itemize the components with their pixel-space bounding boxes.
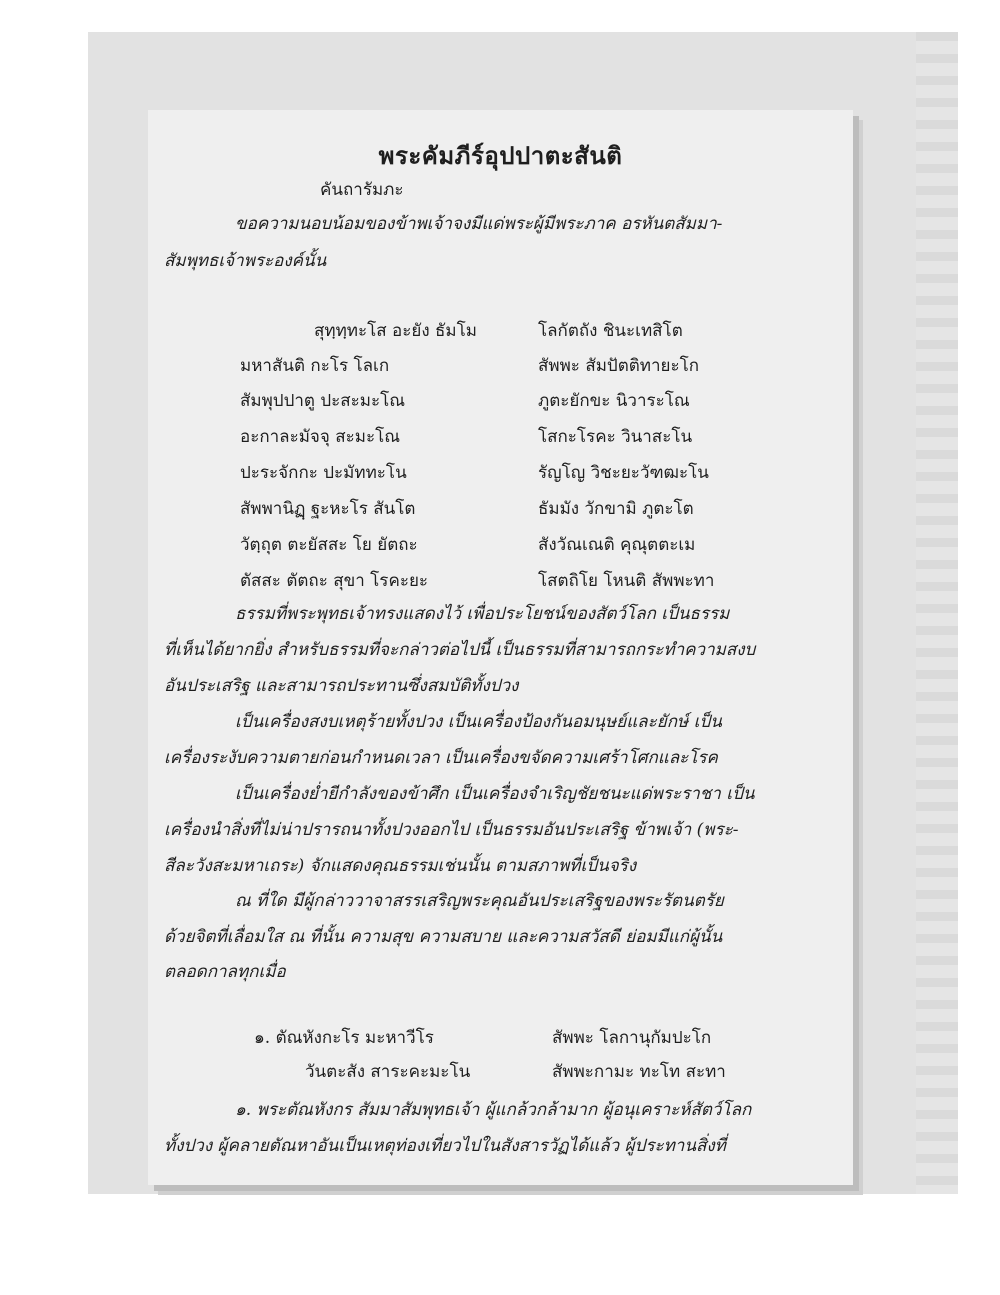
para4-line-3: ตลอดกาลทุกเมื่อ (164, 962, 286, 982)
verse-right-2: สัพพะ สัมปัตติทายะโก (538, 356, 700, 376)
para5-line-2: ทั้งปวง ผู้คลายตัณหาอันเป็นเหตุท่องเที่ยวไปในสังสารวัฏได้แล้ว ผู้ประทานสิ่งที่ (164, 1136, 726, 1156)
para1-line-3: อันประเสริฐ และสามารถประทานซึ่งสมบัติทั้งปวง (164, 676, 519, 696)
verse2-left-2: วันตะสัง สาระคะมะโน (305, 1062, 471, 1082)
verse-right-1: โลกัตถัง ชินะเทสิโต (538, 321, 683, 341)
verse-right-4: โสกะโรคะ วินาสะโน (538, 427, 693, 447)
verse-left-6: สัพพานิฏฺ ฐะหะโร สันโต (240, 499, 416, 519)
verse-left-2: มหาสันติ กะโร โลเก (240, 356, 390, 376)
para1-line-1: ธรรมที่พระพุทธเจ้าทรงแสดงไว้ เพื่อประโยชน์ของสัตว์โลก เป็นธรรม (235, 604, 730, 624)
verse-left-1: สุทฺทฺทะโส อะยัง ธัมโม (314, 321, 477, 341)
verse-right-7: สังวัณเณติ คุณุตตะเม (538, 535, 696, 555)
verse-left-3: สัมพุปปาตู ปะสะมะโณ (240, 391, 406, 411)
para2-line-1: เป็นเครื่องสงบเหตุร้ายทั้งปวง เป็นเครื่องป้องกันอมนุษย์และยักษ์ เป็น (235, 712, 722, 732)
page-title: พระคัมภีร์อุปปาตะสันติ (378, 141, 623, 170)
section-subtitle: คันถารัมภะ (320, 180, 404, 200)
para3-line-2: เครื่องนำสิ่งที่ไม่น่าปรารถนาทั้งปวงออกไป เป็นธรรมอันประเสริฐ ข้าพเจ้า (พระ- (164, 820, 739, 840)
verse-left-4: อะกาละมัจจุ สะมะโณ (240, 427, 401, 447)
para3-line-3: สีละวังสะมหาเถระ) จักแสดงคุณธรรมเช่นนั้น ตามสภาพที่เป็นจริง (164, 856, 637, 876)
verse-right-6: ธัมมัง วักขามิ ภูตะโต (538, 499, 694, 519)
para2-line-2: เครื่องระงับความตายก่อนกำหนดเวลา เป็นเครื่องขจัดความเศร้าโศกและโรค (164, 748, 718, 768)
para4-line-1: ณ ที่ใด มีผู้กล่าววาจาสรรเสริญพระคุณอันประเสริฐของพระรัตนตรัย (235, 891, 724, 911)
verse-right-5: รัญโญ วิชะยะวัฑฒะโน (538, 463, 709, 483)
verse-left-7: วัตฺถุต ตะยัสสะ โย ยัตถะ (240, 535, 418, 555)
facing-page-edge (916, 32, 958, 1194)
intro-line-1: ขอความนอบน้อมของข้าพเจ้าจงมีแด่พระผู้มีพระภาค อรหันตสัมมา- (235, 214, 723, 234)
verse-left-5: ปะระจักกะ ปะมัททะโน (240, 463, 407, 483)
verse2-right-1: สัพพะ โลกานุกัมปะโก (552, 1028, 712, 1048)
verse2-right-2: สัพพะกามะ ทะโท สะทา (552, 1062, 726, 1082)
book-page (148, 110, 853, 1185)
intro-line-2: สัมพุทธเจ้าพระองค์นั้น (164, 251, 327, 271)
verse-right-8: โสตถิโย โหนติ สัพพะทา (538, 571, 715, 591)
para3-line-1: เป็นเครื่องย่ำยีกำลังของข้าศึก เป็นเครื่องจำเริญชัยชนะแด่พระราชา เป็น (235, 784, 755, 804)
verse-right-3: ภูตะยักขะ นิวาระโณ (538, 391, 690, 411)
para4-line-2: ด้วยจิตที่เลื่อมใส ณ ที่นั้น ความสุข ความสบาย และความสวัสดี ย่อมมีแก่ผู้นั้น (164, 927, 723, 947)
verse-left-8: ตัสสะ ตัตถะ สุขา โรคะยะ (240, 571, 429, 591)
para1-line-2: ที่เห็นได้ยากยิ่ง สำหรับธรรมที่จะกล่าวต่อไปนี้ เป็นธรรมที่สามารถกระทำความสงบ (164, 640, 756, 660)
verse2-left-1: ๑. ตัณหังกะโร มะหาวีโร (254, 1028, 434, 1048)
para5-line-1: ๑. พระตัณหังกร สัมมาสัมพุทธเจ้า ผู้แกล้วกล้ามาก ผู้อนุเคราะห์สัตว์โลก (235, 1100, 752, 1120)
